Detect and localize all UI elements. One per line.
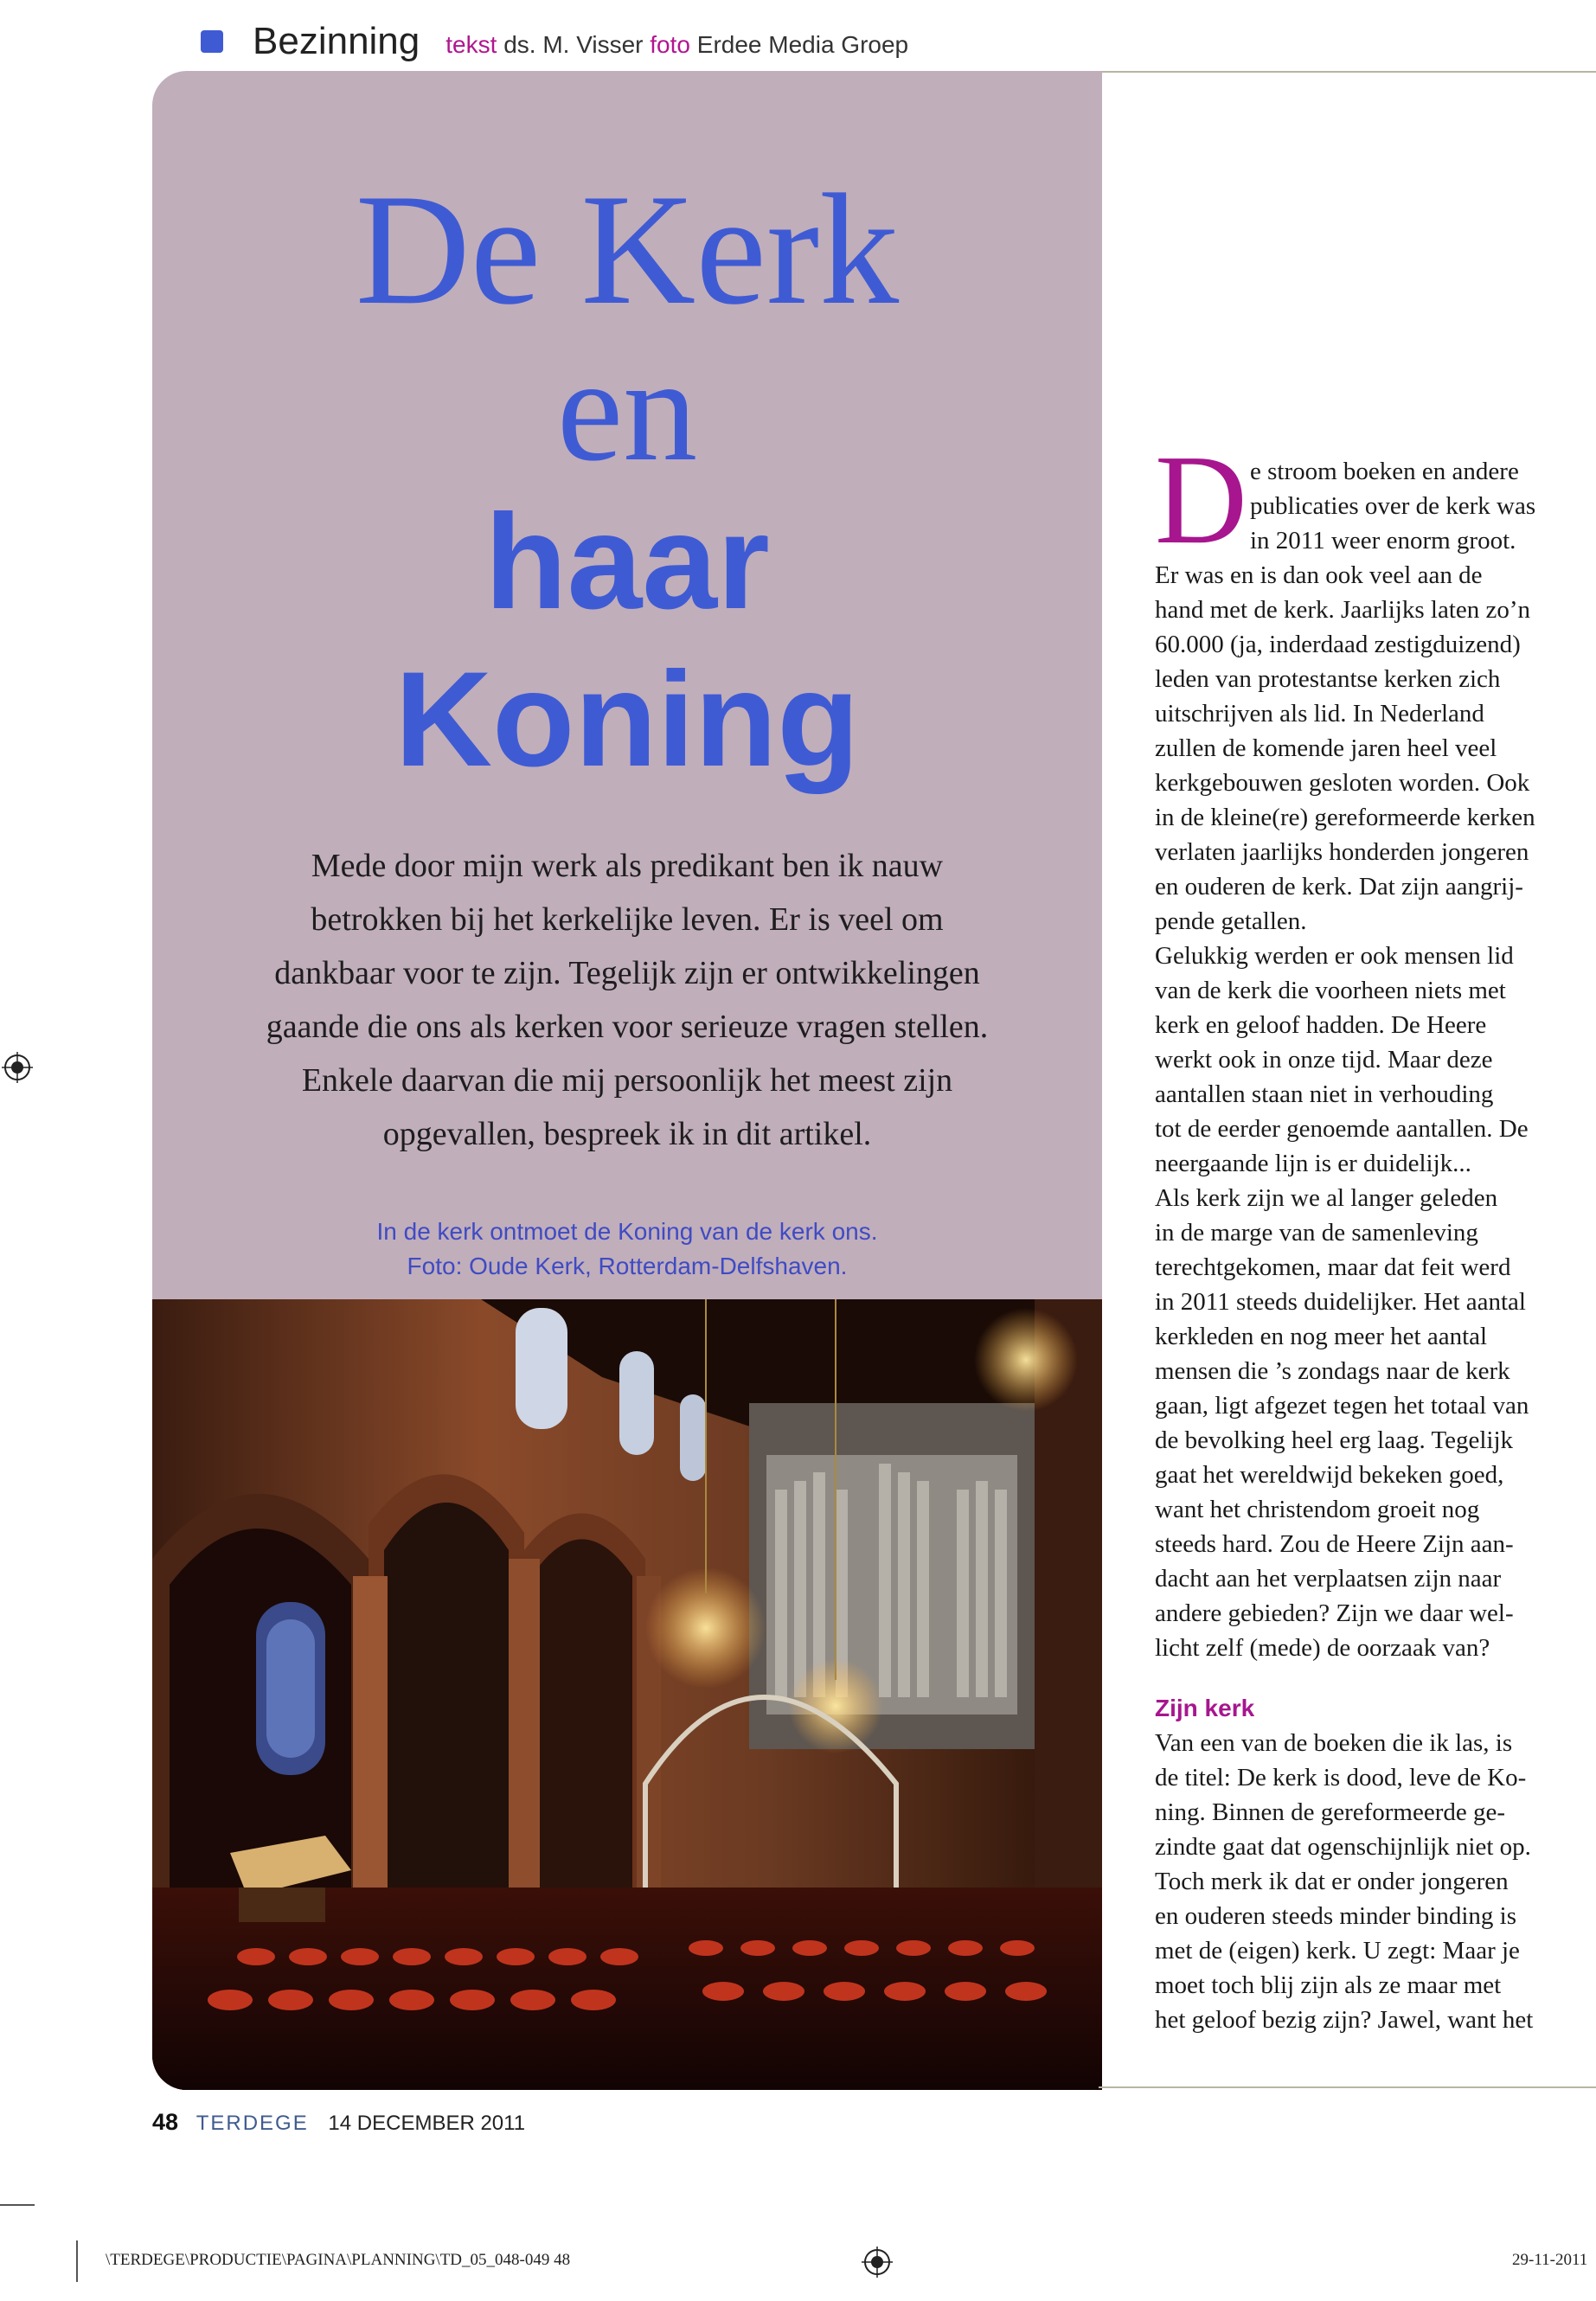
body-line: want het christendom groeit nog	[1155, 1496, 1480, 1523]
photo-caption	[204, 1215, 1050, 1284]
body-line: Er was en is dan ook veel aan de	[1155, 561, 1483, 589]
body-line: het geloof bezig zijn? Jawel, want het	[1155, 2006, 1534, 2034]
body-line: zindte gaat dat ogenschijnlijk niet op.	[1155, 1833, 1531, 1861]
intro-line: opgevallen, bespreek ik in dit artikel.	[382, 1116, 872, 1152]
section-label: Bezinning	[253, 20, 420, 62]
body-line: en ouderen steeds minder binding is	[1155, 1902, 1516, 1930]
body-line: tot de eerder genoemde aantallen. De	[1155, 1115, 1529, 1143]
body-line: ning. Binnen de gereformeerde ge-	[1155, 1798, 1506, 1826]
body-line: andere gebieden? Zijn we daar wel-	[1155, 1599, 1514, 1627]
body-line: publicaties over de kerk was	[1250, 492, 1536, 520]
body-line: aantallen staan niet in verhouding	[1155, 1080, 1494, 1108]
page-number: 48	[152, 2109, 179, 2135]
body-line: de bevolking heel erg laag. Tegelijk	[1155, 1426, 1514, 1454]
author: ds. M. Visser	[503, 31, 644, 58]
intro-line: gaande die ons als kerken voor serieuze vragen stellen.	[266, 1009, 989, 1045]
body-line: in de kleine(re) gereformeerde kerken	[1155, 804, 1535, 831]
body-column	[1155, 454, 1579, 2037]
registration-mark-icon	[862, 2247, 893, 2278]
magazine-name: TERDEGE	[195, 2112, 309, 2135]
body-line: steeds hard. Zou de Heere Zijn aan-	[1155, 1530, 1514, 1558]
body-line: terechtgekomen, maar dat feit werd	[1155, 1253, 1511, 1281]
body-line: in de marge van de samenleving	[1155, 1219, 1478, 1247]
body-line: met de (eigen) kerk. U zegt: Maar je	[1155, 1937, 1520, 1965]
article-header	[201, 16, 908, 67]
photo-label: foto	[650, 31, 690, 58]
body-line: werkt ook in onze tijd. Maar deze	[1155, 1046, 1493, 1074]
spacer	[1155, 1665, 1579, 1691]
subheading: Zijn kerk	[1155, 1695, 1255, 1721]
body-line: Als kerk zijn we al langer geleden	[1155, 1184, 1498, 1212]
page-footer	[152, 2109, 525, 2136]
title-line-2: en	[556, 328, 698, 492]
body-line: in 2011 weer enorm groot.	[1250, 527, 1516, 554]
body-line: neergaande lijn is er duidelijk...	[1155, 1150, 1471, 1177]
body-line: leden van protestantse kerken zich	[1155, 665, 1501, 693]
body-line: verlaten jaarlijks honderden jongeren	[1155, 838, 1529, 866]
body-line: hand met de kerk. Jaarlijks laten zo’n	[1155, 596, 1531, 624]
column-bottom-rule	[1099, 2086, 1596, 2088]
title-line-1: De Kerk	[355, 161, 900, 337]
caption-line: Foto: Oude Kerk, Rotterdam-Delfshaven.	[407, 1253, 848, 1279]
slug-path: \TERDEGE\PRODUCTIE\PAGINA\PLANNING\TD_05_048-049 48	[106, 2251, 571, 2269]
body-line: de titel: De kerk is dood, leve de Ko-	[1155, 1764, 1527, 1791]
church-interior-photo	[152, 1299, 1102, 2090]
body-line: in 2011 steeds duidelijker. Het aantal	[1155, 1288, 1526, 1316]
section-marker-icon	[201, 30, 223, 53]
body-line: zullen de komende jaren heel veel	[1155, 734, 1497, 762]
body-line: uitschrijven als lid. In Nederland	[1155, 700, 1484, 727]
body-line: kerk en geloof hadden. De Heere	[1155, 1011, 1487, 1039]
intro-line: Mede door mijn werk als predikant ben ik nauw	[311, 848, 944, 884]
intro-paragraph	[204, 839, 1050, 1161]
body-line: pende getallen.	[1155, 907, 1307, 935]
photographer: Erdee Media Groep	[696, 31, 909, 58]
body-line: gaat het wereldwijd bekeken goed,	[1155, 1461, 1504, 1489]
body-line: kerkleden en nog meer het aantal	[1155, 1323, 1488, 1350]
body-line: Gelukkig werden er ook mensen lid	[1155, 942, 1514, 970]
body-line: van de kerk die voorheen niets met	[1155, 977, 1506, 1004]
issue-date: 14 DECEMBER 2011	[328, 2112, 526, 2135]
body-line: gaan, ligt afgezet tegen het totaal van	[1155, 1392, 1529, 1420]
body-line: moet toch blij zijn als ze maar met	[1155, 1971, 1502, 1999]
slug-date: 29-11-2011	[1512, 2251, 1588, 2269]
body-line: e stroom boeken en andere	[1250, 458, 1519, 485]
intro-line: Enkele daarvan die mij persoonlijk het meest zijn	[301, 1062, 953, 1099]
body-line: mensen die ’s zondags naar de kerk	[1155, 1357, 1510, 1385]
title-line-4: Koning	[394, 644, 860, 795]
feature-panel	[152, 71, 1102, 2090]
drop-cap: D	[1155, 429, 1247, 571]
caption-line: In de kerk ontmoet de Koning van de kerk ons.	[376, 1218, 878, 1245]
body-line: kerkgebouwen gesloten worden. Ook	[1155, 769, 1530, 797]
crop-mark	[0, 2204, 35, 2206]
title-line-3: haar	[484, 487, 770, 638]
intro-line: dankbaar voor te zijn. Tegelijk zijn er ontwikkelingen	[274, 955, 980, 991]
registration-mark-icon	[2, 1052, 33, 1083]
body-line: licht zelf (mede) de oorzaak van?	[1155, 1634, 1490, 1662]
body-line: Van een van de boeken die ik las, is	[1155, 1729, 1513, 1757]
text-label: tekst	[445, 31, 497, 58]
body-line: Toch merk ik dat er onder jongeren	[1155, 1868, 1509, 1895]
body-line: en ouderen de kerk. Dat zijn aangrij-	[1155, 873, 1523, 901]
body-line: 60.000 (ja, inderdaad zestigduizend)	[1155, 631, 1521, 658]
intro-line: betrokken bij het kerkelijke leven. Er is veel om	[311, 901, 944, 938]
credits	[445, 31, 908, 59]
body-line: dacht aan het verplaatsen zijn naar	[1155, 1565, 1502, 1593]
crop-mark	[76, 2240, 78, 2282]
header-rule	[1099, 71, 1596, 73]
